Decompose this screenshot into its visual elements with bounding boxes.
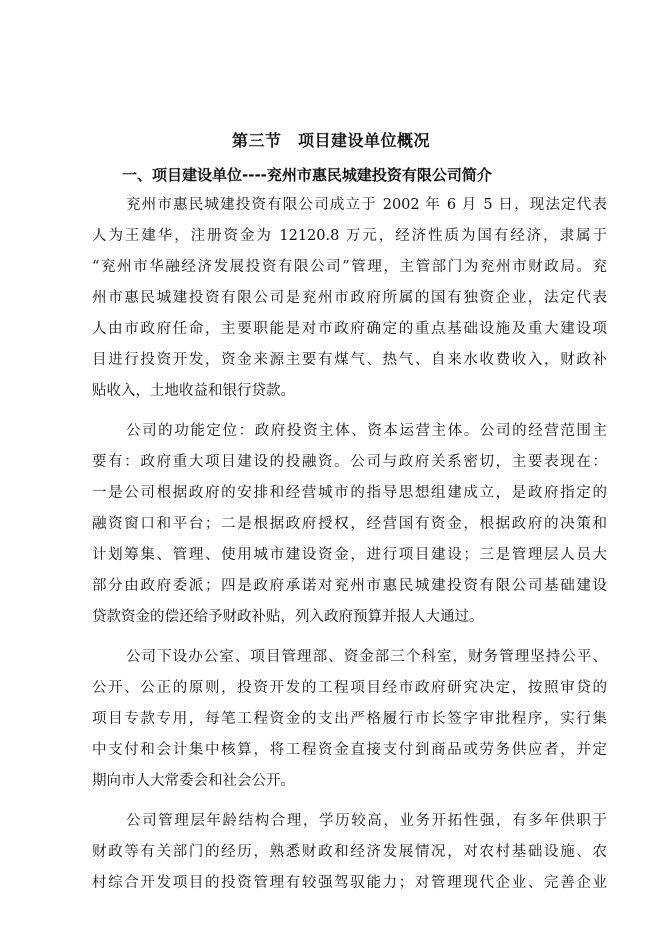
text-line: 贷款资金的偿还给予财政补贴，列入政府预算并报人大通过。 (92, 609, 484, 625)
text-line: 一是公司根据政府的安排和经营城市的指导思想组建成立，是政府指定的 (92, 485, 607, 501)
section-title: 第三节 项目建设单位概况 (231, 131, 430, 150)
text-line: 人由市政府任命，主要职能是对市政府确定的重点基础设施及重大建设项 (92, 321, 607, 337)
text-line: 公开、公正的原则，投资开发的工程项目经市政府研究决定，按照审贷的 (92, 680, 607, 696)
text-line: 中支付和会计集中核算，将工程资金直接支付到商品或劳务供应者，并定 (92, 742, 607, 758)
subsection-title: 一、项目建设单位----兖州市惠民城建投资有限公司简介 (122, 166, 492, 184)
paragraph (92, 416, 607, 633)
text-line: 贴收入，土地收益和银行贷款。 (92, 383, 295, 399)
text-line: 目进行投资开发，资金来源主要有煤气、热气、自来水收费收入，财政补 (92, 352, 607, 368)
text-line: 人为王建华，注册资金为 12120.8 万元，经济性质为国有经济，隶属于 (92, 228, 607, 244)
text-line: 村综合开发项目的投资管理有较强驾驭能力；对管理现代企业、完善企业 (92, 875, 607, 891)
text-line: “兖州市华融经济发展投资有限公司”管理，主管部门为兖州市财政局。兖 (92, 259, 607, 275)
text-line: 要有：政府重大项目建设的投融资。公司与政府关系密切，主要表现在： (92, 454, 607, 470)
body-text (92, 190, 607, 899)
text-line: 公司管理层年龄结构合理，学历较高，业务开拓性强，有多年供职于 (126, 813, 607, 829)
text-line: 项目专款专用，每笔工程资金的支出严格履行市长签字审批程序，实行集 (92, 711, 607, 727)
text-line: 融资窗口和平台；二是根据政府授权，经营国有资金，根据政府的决策和 (92, 516, 607, 532)
text-line: 期向市人大常委会和社会公开。 (92, 773, 295, 789)
paragraph (92, 190, 607, 407)
text-line: 公司的功能定位：政府投资主体、资本运营主体。公司的经营范围主 (126, 423, 607, 439)
text-line: 财政等有关部门的经历，熟悉财政和经济发展情况，对农村基础设施、农 (92, 844, 607, 860)
text-line: 计划筹集、管理、使用城市建设资金，进行项目建设；三是管理层人员大 (92, 547, 607, 563)
text-line: 兖州市惠民城建投资有限公司成立于 2002 年 6 月 5 日，现法定代表 (126, 197, 607, 213)
text-line: 州市惠民城建投资有限公司是兖州市政府所属的国有独资企业，法定代表 (92, 290, 607, 306)
paragraph (92, 642, 607, 797)
text-line: 部分由政府委派；四是政府承诺对兖州市惠民城建投资有限公司基础建设 (92, 578, 607, 594)
text-line: 公司下设办公室、项目管理部、资金部三个科室，财务管理坚持公平、 (126, 649, 607, 665)
paragraph (92, 806, 607, 899)
